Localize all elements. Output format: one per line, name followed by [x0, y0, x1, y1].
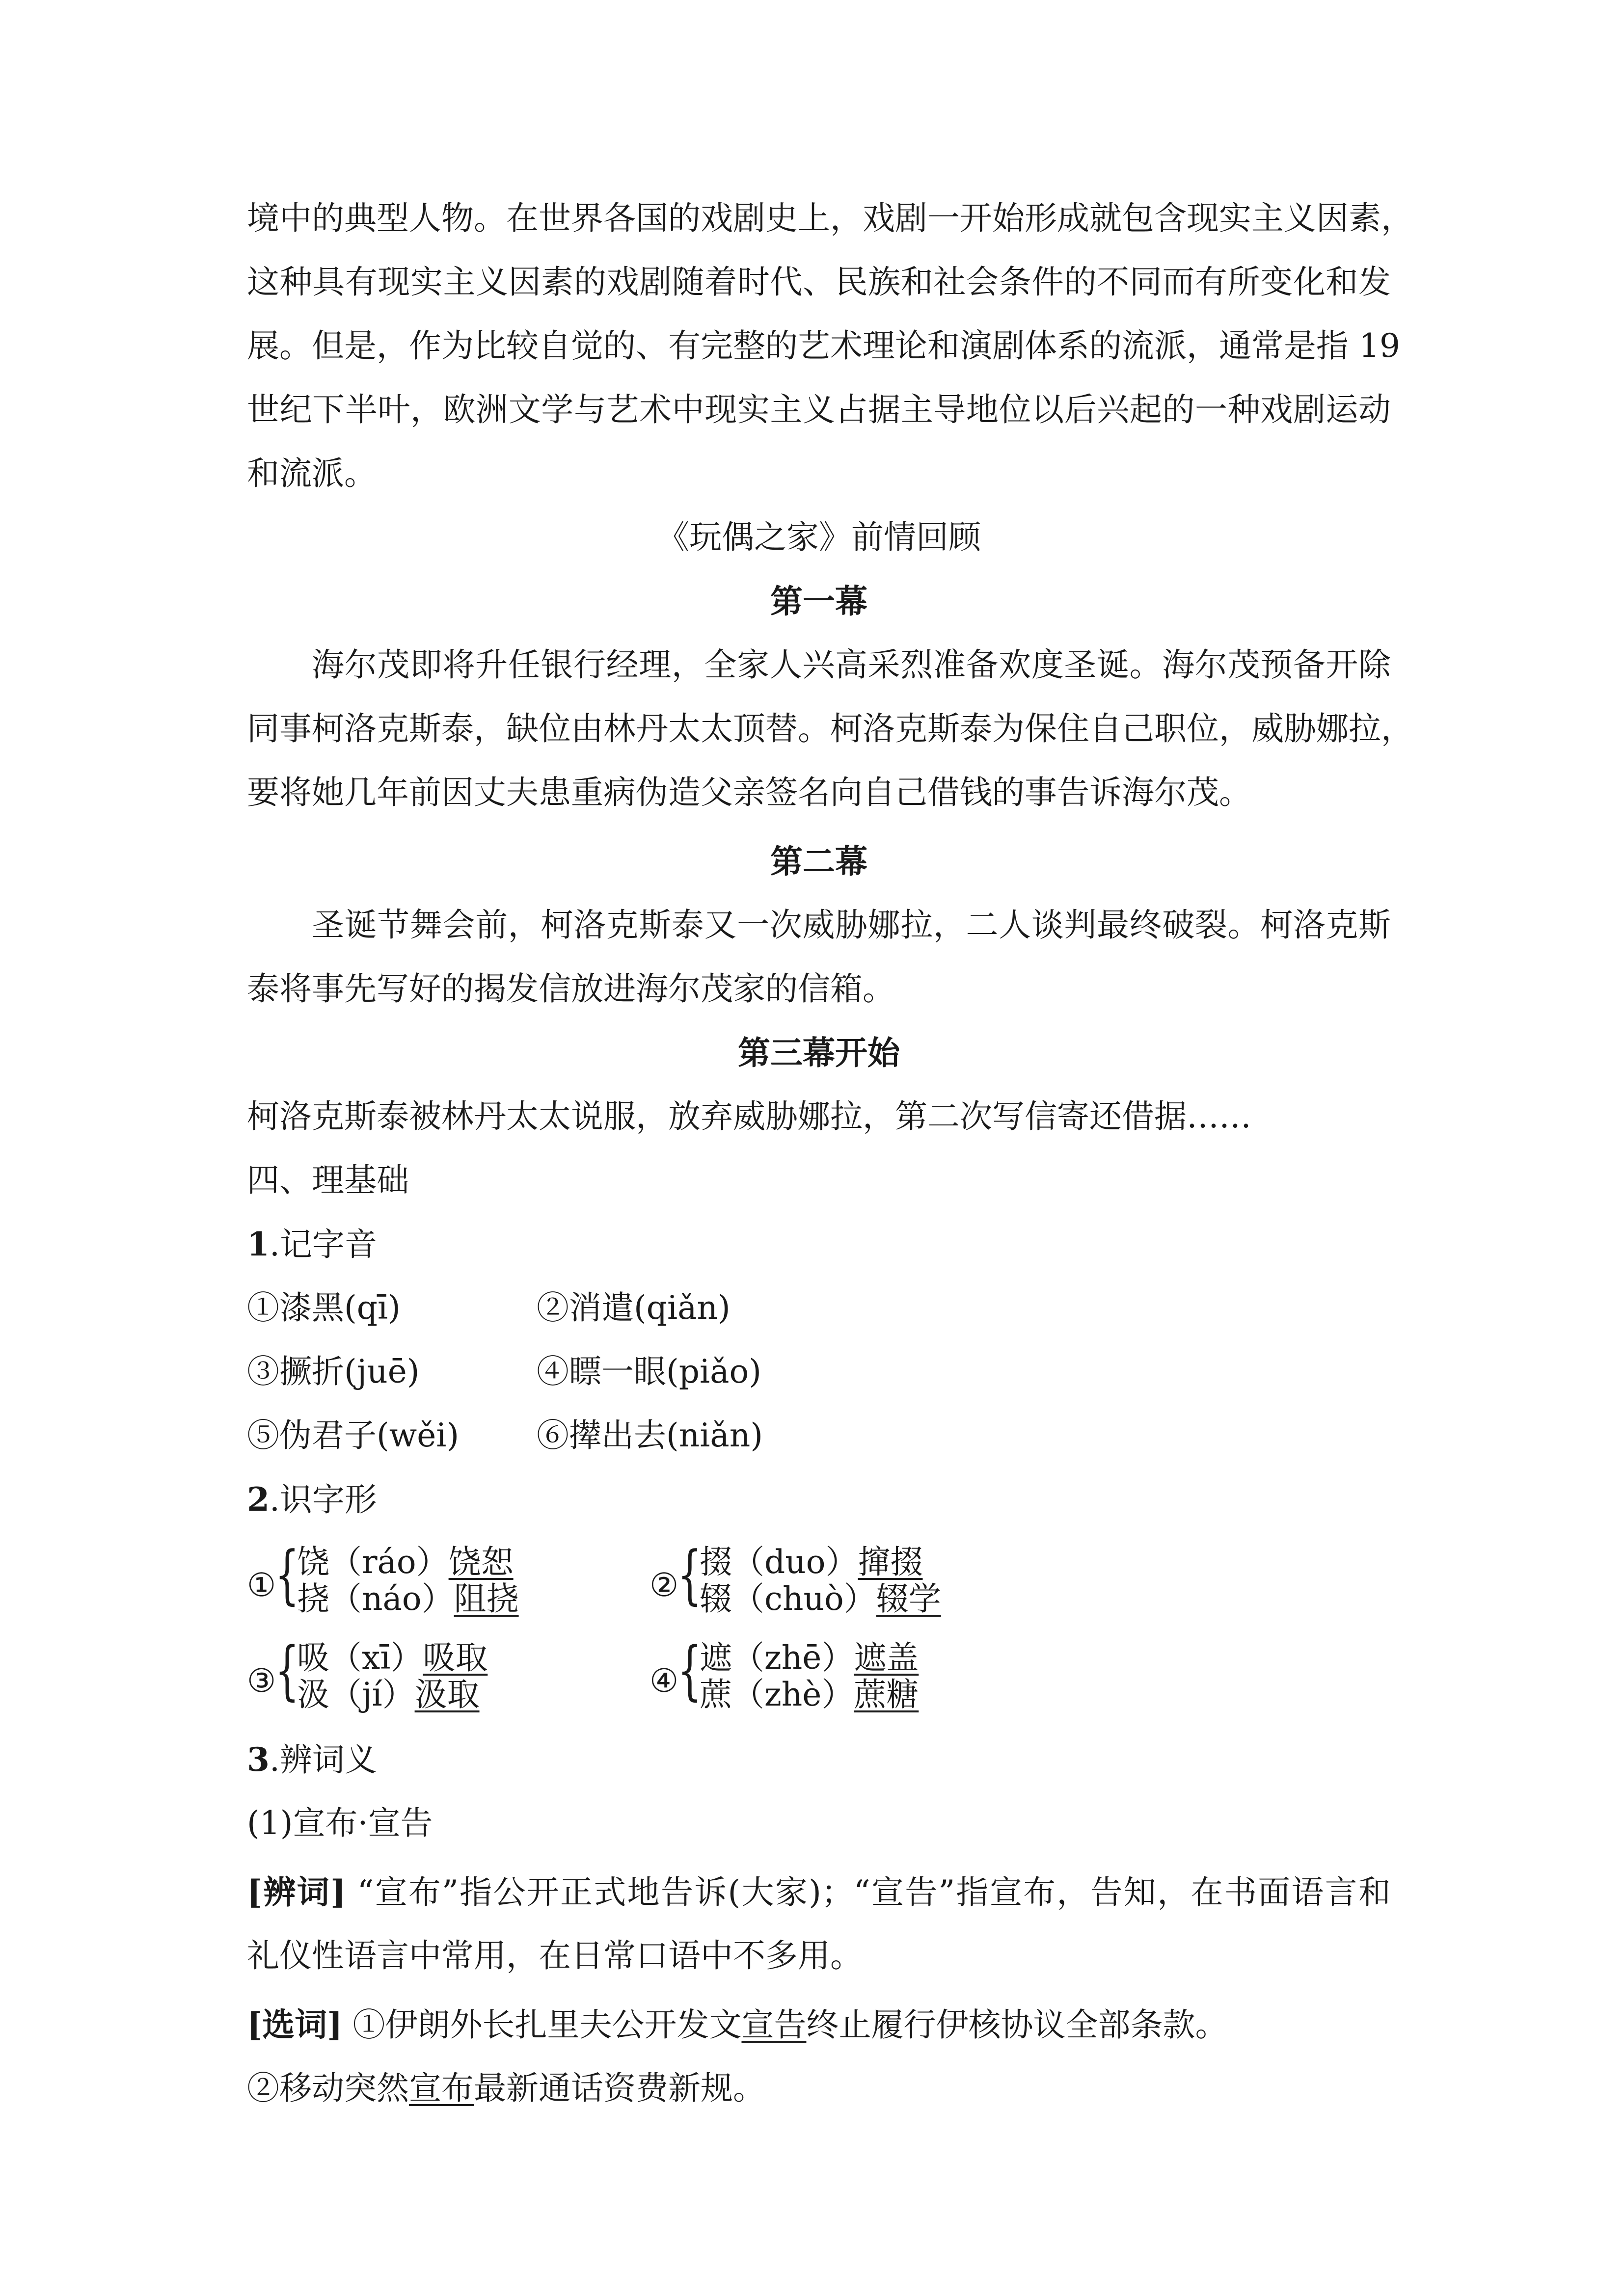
brace-icon: {: [677, 1537, 702, 1612]
glyph-group-4-mark: ④: [650, 1662, 679, 1700]
intro-line-5: 和流派。: [247, 454, 377, 492]
xuan1-answer: 宣告: [741, 2006, 807, 2044]
bian-text-1: “宣布”指公开正式地告诉(大家)；“宣告”指宣布，告知，在书面语言和: [357, 1873, 1391, 1911]
glyph-group-3-mark: ③: [247, 1662, 276, 1700]
glyph-group-1-mark: ①: [247, 1566, 276, 1604]
intro-line-4: 世纪下半叶，欧洲文学与艺术中现实主义占据主导地位以后兴起的一种戏剧运动: [247, 391, 1391, 428]
act1-title: 第一幕: [770, 582, 867, 620]
s1-heading: [247, 1212, 1391, 1277]
intro-line-3: 展。但是，作为比较自觉的、有完整的艺术理论和演剧体系的流派，通常是指 19: [247, 327, 1400, 365]
glyph-group-4-row-1: 遮（zhē）遮盖: [700, 1639, 919, 1677]
act1-line-1: 海尔茂即将升任银行经理，全家人兴高采烈准备欢度圣诞。海尔茂预备开除: [312, 646, 1391, 684]
bian-line-2: 礼仪性语言中常用，在日常口语中不多用。: [247, 1937, 863, 1975]
xuan-line-2: ②移动突然宣布最新通话资费新规。: [247, 2069, 765, 2107]
pinyin-item-1: ①漆黑(qī): [247, 1289, 401, 1327]
intro-line-2: 这种具有现实主义因素的戏剧随着时代、民族和社会条件的不同而有所变化和发: [247, 263, 1391, 301]
act3-title: 第三幕开始: [738, 1034, 900, 1072]
brace-icon: {: [275, 1537, 299, 1612]
glyph-group-2-row-1: 掇（duo）撺掇: [700, 1543, 923, 1581]
pinyin-item-2: ②消遣(qiǎn): [537, 1289, 731, 1327]
s3-title: .辨词义: [269, 1741, 377, 1779]
intro-line-1: 境中的典型人物。在世界各国的戏剧史上，戏剧一开始形成就包含现实主义因素，: [247, 199, 1413, 237]
recap-title: 《玩偶之家》前情回顾: [657, 518, 981, 556]
word-pair: (1)宣布·宣告: [247, 1804, 433, 1842]
s2-heading: [247, 1468, 1391, 1532]
glyph-group-2-mark: ②: [650, 1566, 679, 1604]
glyph-group-2-row-2: 辍（chuò）辍学: [700, 1580, 941, 1618]
s1-title: .记字音: [269, 1226, 377, 1263]
act1-line-2: 同事柯洛克斯泰，缺位由林丹太太顶替。柯洛克斯泰为保住自己职位，威胁娜拉，: [247, 710, 1413, 748]
act3-line: 柯洛克斯泰被林丹太太说服，放弃威胁娜拉，第二次写信寄还借据……: [247, 1097, 1251, 1135]
act2-line-1: 圣诞节舞会前，柯洛克斯泰又一次威胁娜拉，二人谈判最终破裂。柯洛克斯: [312, 906, 1391, 944]
act2-line-2: 泰将事先写好的揭发信放进海尔茂家的信箱。: [247, 970, 895, 1008]
s2-title: .识字形: [269, 1481, 377, 1519]
xuan-tag: [选词]: [247, 2005, 343, 2044]
s3-num: 3: [247, 1740, 270, 1779]
s1-num: 1: [247, 1225, 270, 1263]
glyph-group-1-row-1: 饶（ráo）饶恕: [297, 1543, 514, 1581]
s3-heading: [247, 1728, 1391, 1792]
brace-icon: {: [677, 1633, 702, 1708]
glyph-group-1-row-2: 挠（náo）阻挠: [297, 1580, 519, 1618]
pinyin-item-3: ③撅折(juē): [247, 1353, 420, 1390]
pinyin-item-6: ⑥撵出去(niǎn): [537, 1416, 763, 1454]
xuan2-answer: 宣布: [409, 2069, 474, 2107]
section-4-heading: 四、理基础: [247, 1161, 409, 1199]
xuan-line-1: [选词] ①伊朗外长扎里夫公开发文宣告终止履行伊核协议全部条款。: [247, 2005, 1228, 2044]
pinyin-item-4: ④瞟一眼(piǎo): [537, 1353, 761, 1390]
glyph-group-3-row-1: 吸（xī）吸取: [297, 1639, 488, 1677]
glyph-group-3-row-2: 汲（jí）汲取: [297, 1676, 480, 1713]
bian-line-1: [247, 1860, 1391, 1924]
brace-icon: {: [275, 1633, 299, 1708]
pinyin-item-5: ⑤伪君子(wěi): [247, 1416, 460, 1454]
glyph-group-4-row-2: 蔗（zhè）蔗糖: [700, 1676, 919, 1713]
bian-tag: [辨词]: [247, 1873, 346, 1911]
act1-line-3: 要将她几年前因丈夫患重病伪造父亲签名向自己借钱的事告诉海尔茂。: [247, 774, 1251, 811]
act2-title: 第二幕: [770, 842, 867, 881]
s2-num: 2: [247, 1480, 270, 1519]
